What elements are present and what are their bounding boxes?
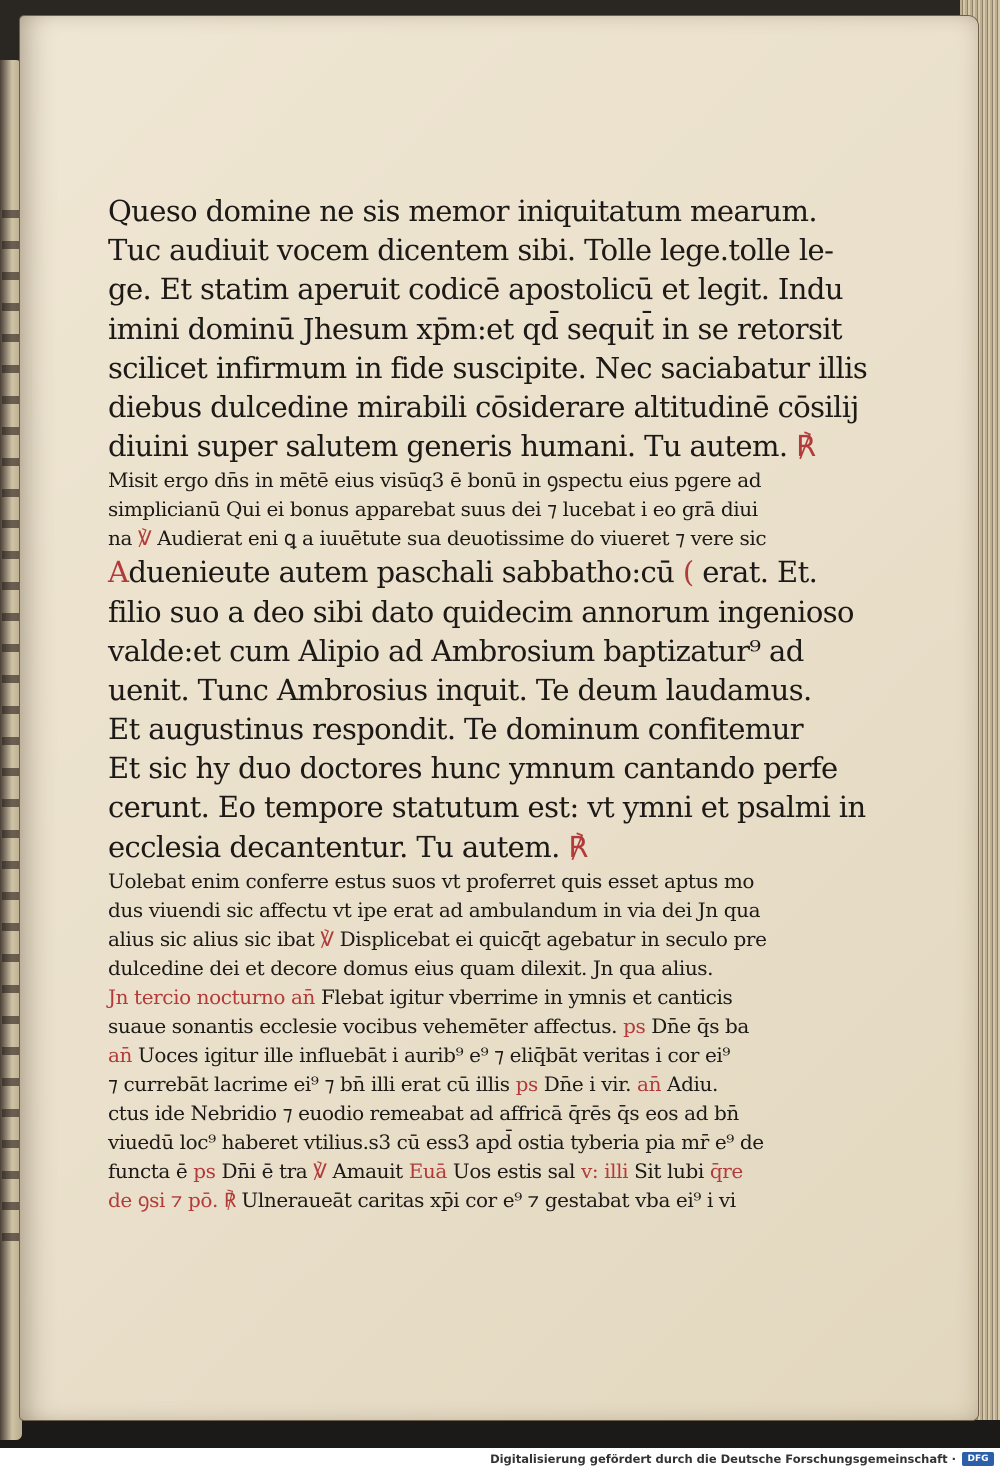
- line-text: alius sic alius sic ibat: [108, 926, 321, 951]
- rubric-text: q̄re: [709, 1158, 743, 1183]
- line-text: imini dominū Jhesum xp̄m:et qd̄ sequit̄ in se retorsit: [108, 311, 842, 346]
- footer-bar: [0, 1448, 1000, 1470]
- rubric-text: ps: [623, 1013, 646, 1038]
- funding-credit: Digitalisierung gefördert durch die Deutsche Forschungsgemeinschaft ·: [490, 1452, 956, 1466]
- text-line: [108, 632, 804, 671]
- text-line: [108, 1157, 788, 1186]
- line-text: uenit. Tunc Ambrosius inquit. Te deum laudamus.: [108, 672, 812, 707]
- text-block: [108, 192, 868, 1215]
- line-text: viuedū loc⁹ haberet vtilius.s3 cū ess3 apd̄ ostia tyberia pia mr̄ e⁹ de: [108, 1129, 764, 1154]
- text-line: [108, 388, 859, 427]
- rubric-text: ps: [193, 1158, 216, 1183]
- line-text: na: [108, 526, 138, 551]
- line-text: dulcedine dei et decore domus eius quam dilexit. Jn qua alius.: [108, 955, 714, 980]
- text-line: [108, 593, 854, 632]
- facing-page-edge: [0, 60, 22, 1440]
- line-text: Tuc audiuit vocem dicentem sibi. Tolle lege.tolle le-: [108, 233, 834, 268]
- line-text: Sit lubi: [628, 1158, 710, 1183]
- line-text: scilicet infirmum in fide suscipite. Nec saciabatur illis: [108, 350, 868, 385]
- rubric-text: Euā: [408, 1158, 447, 1183]
- text-line: [108, 671, 812, 710]
- line-text: Displicebat ei quicq̄t agebatur in seculo pre: [333, 926, 767, 951]
- rubric-text: ℟: [796, 429, 816, 464]
- text-line: [108, 524, 788, 553]
- line-text: Dn̄e i vir.: [537, 1071, 638, 1096]
- rubric-text: ℟: [223, 1187, 236, 1212]
- facing-page-text-fragments: [2, 210, 20, 1260]
- passage-2: [108, 553, 866, 867]
- text-line: [108, 1186, 788, 1215]
- text-line: [108, 1070, 788, 1099]
- text-line: [108, 828, 788, 867]
- line-text: Amauit: [326, 1158, 409, 1183]
- text-line: [108, 466, 788, 495]
- text-line: [108, 553, 818, 592]
- line-text: diuini super salutem generis humani. Tu autem.: [108, 429, 797, 464]
- rubric-text: de ꝯsi ⁊ pō.: [108, 1187, 224, 1212]
- line-text: Uoces igitur ille influebāt i aurib⁹ e⁹ ⁊ eliq̄bāt veritas i cor ei⁹: [132, 1042, 731, 1067]
- text-line: [108, 788, 866, 827]
- line-text: suaue sonantis ecclesie vocibus vehemēter affectus.: [108, 1013, 624, 1038]
- rubric-text: an̄: [108, 1042, 133, 1067]
- line-text: Flebat igitur vberrime in ymnis et canticis: [320, 984, 733, 1009]
- text-line: [108, 867, 788, 896]
- line-text: valde:et cum Alipio ad Ambrosium baptizatur⁹ ad: [108, 633, 804, 668]
- rubric-text: ℣: [320, 926, 334, 951]
- text-line: [108, 1012, 788, 1041]
- rubric-text: ℟: [568, 829, 588, 864]
- line-text: diebus dulcedine mirabili cōsiderare altitudinē cōsilij: [108, 389, 859, 424]
- line-text: ecclesia decantentur. Tu autem.: [108, 829, 569, 864]
- text-line: [108, 983, 788, 1012]
- line-text: ge. Et statim aperuit codicē apostolicū et legit. Indu: [108, 272, 843, 307]
- text-line: [108, 495, 788, 524]
- rubric-text: A: [108, 555, 129, 590]
- passage-1: [108, 192, 868, 466]
- text-line: [108, 954, 788, 983]
- line-text: Audierat eni ꝗ a iuuētute sua deuotissime do viueret ⁊ vere sic: [151, 526, 767, 551]
- text-line: [108, 270, 843, 309]
- line-text: dus viuendi sic affectu vt ipe erat ad ambulandum in via dei Jn qua: [108, 897, 761, 922]
- text-line: [108, 925, 788, 954]
- rubric-text: (: [682, 555, 694, 590]
- text-line: [108, 749, 838, 788]
- line-text: Ulneraueāt caritas xp̄i cor e⁹ ⁊ gestabat vba ei⁹ i vi: [235, 1187, 736, 1212]
- text-line: [108, 1099, 788, 1128]
- text-line: [108, 896, 788, 925]
- line-text: Queso domine ne sis memor iniquitatum mearum.: [108, 194, 817, 228]
- responsory-and-nocturn: [108, 867, 788, 1215]
- rubric-text: Jn tercio nocturno an̄: [108, 984, 321, 1009]
- line-text: erat. Et.: [693, 555, 818, 590]
- line-text: Dn̄e q̄s ba: [645, 1013, 749, 1038]
- line-text: cerunt. Eo tempore statutum est: vt ymni et psalmi in: [108, 790, 866, 825]
- text-line: [108, 427, 816, 466]
- rubric-text: ℣: [313, 1158, 327, 1183]
- line-text: Uos estis sal: [446, 1158, 581, 1183]
- text-line: [108, 310, 842, 349]
- rubric-text: ℣: [137, 526, 152, 551]
- line-text: duenieute autem paschali sabbatho:cū: [128, 555, 683, 590]
- text-line: [108, 349, 868, 388]
- rubric-text: v: illi: [580, 1158, 629, 1183]
- book-page: [20, 16, 978, 1420]
- line-text: Uolebat enim conferre estus suos vt proferret quis esset aptus mo: [108, 868, 755, 893]
- rubric-text: ps: [515, 1071, 538, 1096]
- rubric-text: an̄: [637, 1071, 662, 1096]
- text-line: [108, 192, 817, 231]
- line-text: ⁊ currebāt lacrime ei⁹ ⁊ bn̄ illi erat cū illis: [108, 1071, 516, 1096]
- text-line: [108, 710, 804, 749]
- line-text: Et sic hy duo doctores hunc ymnum cantando perfe: [108, 751, 838, 786]
- text-line: [108, 231, 834, 270]
- line-text: Adiu.: [661, 1071, 718, 1096]
- line-text: filio suo a deo sibi dato quidecim annorum ingenioso: [108, 594, 854, 629]
- line-text: Misit ergo dn̄s in mētē eius visūq3 ē bonū in ꝯspectu eius pgere ad: [108, 468, 762, 493]
- line-text: Et augustinus respondit. Te dominum confitemur: [108, 712, 804, 747]
- dfg-logo: DFG: [962, 1452, 994, 1466]
- line-text: simplicianū Qui ei bonus apparebat suus dei ⁊ lucebat i eo grā diui: [108, 497, 758, 522]
- line-text: Dn̄i ē tra: [215, 1158, 314, 1183]
- line-text: functa ē: [108, 1158, 194, 1183]
- text-line: [108, 1128, 788, 1157]
- responsory-1: [108, 466, 788, 553]
- line-text: ctus ide Nebridio ⁊ euodio remeabat ad affricā q̄rēs q̄s eos ad bn̄: [108, 1100, 739, 1125]
- text-line: [108, 1041, 788, 1070]
